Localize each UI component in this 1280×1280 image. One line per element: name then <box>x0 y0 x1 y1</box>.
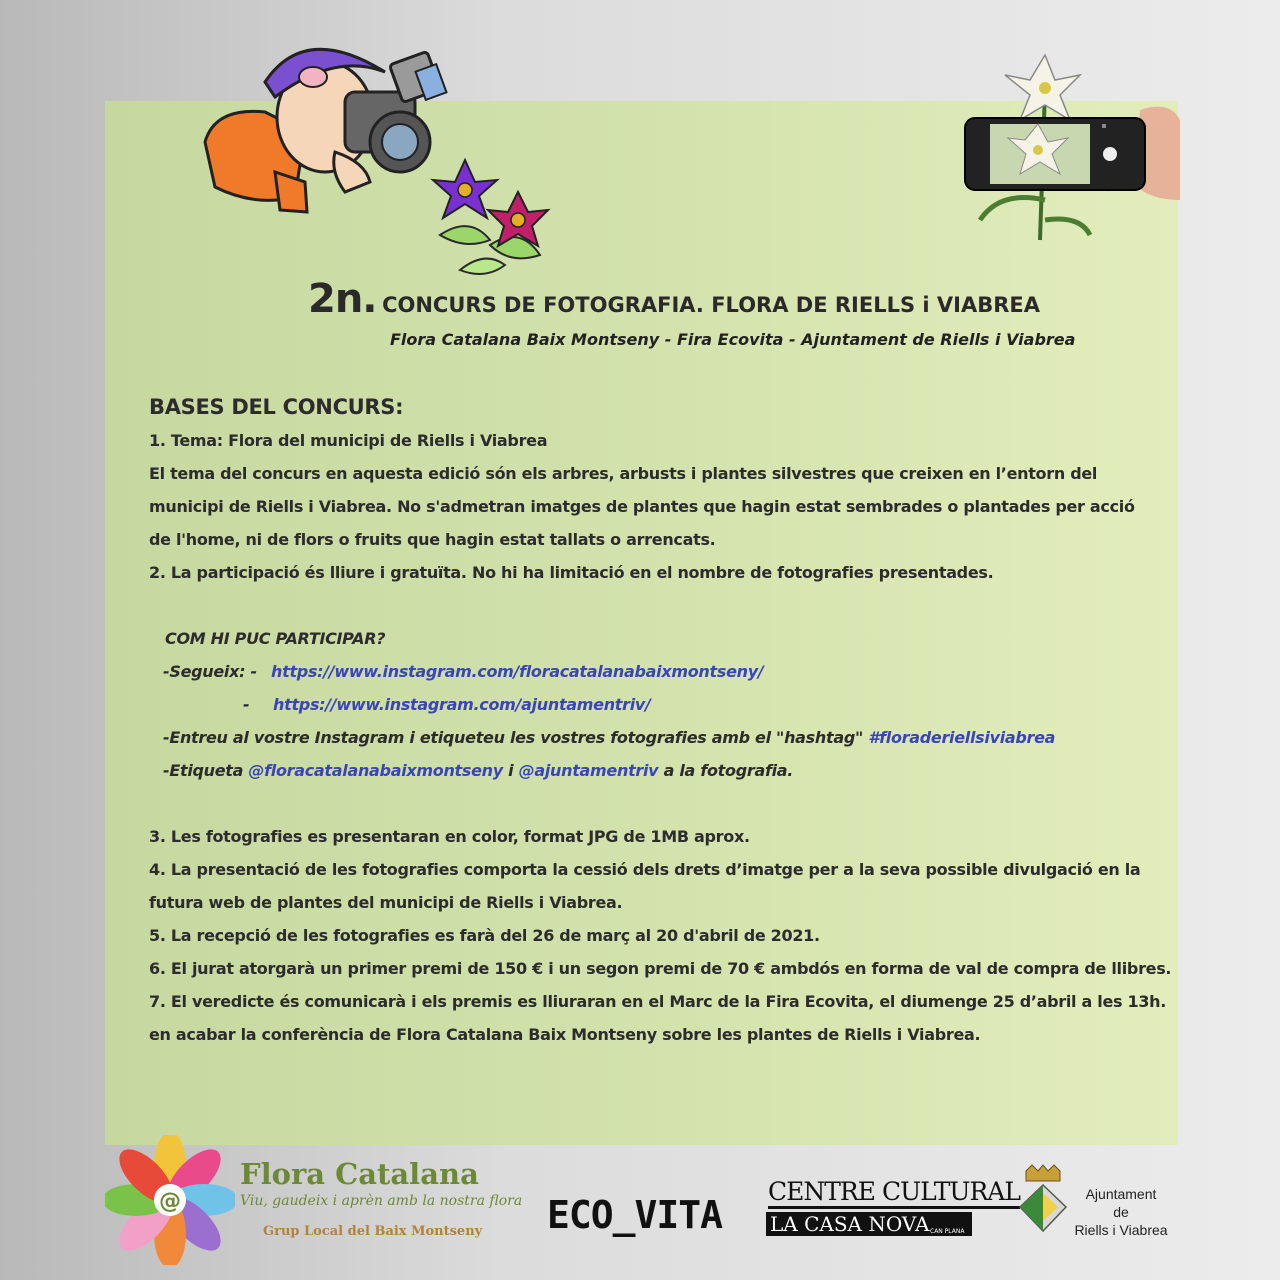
organizers-subtitle: Flora Catalana Baix Montseny - Fira Ecovita - Ajuntament de Riells i Viabrea <box>390 330 1076 349</box>
tag-and: i <box>502 761 519 780</box>
rule-1-detail-c: de l'home, ni de flors o fruits que hagin estat tallats o arrencats. <box>149 530 716 549</box>
hashtag-line <box>149 721 1169 754</box>
ajuntament-shield-icon <box>1018 1163 1068 1238</box>
follow-label: -Segueix: - <box>163 662 257 681</box>
tag-flora-link[interactable]: @floracatalanabaixmontseny <box>248 761 503 780</box>
rule-3: 3. Les fotografies es presentaran en color, format JPG de 1MB aprox. <box>149 827 750 846</box>
participate-heading: COM HI PUC PARTICIPAR? <box>165 629 386 648</box>
hashtag-link[interactable]: #floraderiellsiviabrea <box>868 728 1056 747</box>
tag-line <box>149 754 1169 787</box>
ajuntament-logo-text <box>1062 1185 1180 1239</box>
title-text: CONCURS DE FOTOGRAFIA. FLORA DE RIELLS i VIABREA <box>382 293 1040 317</box>
flora-catalana-name: Flora Catalana <box>240 1157 479 1191</box>
flora-catalana-group: Grup Local del Baix Montseny <box>263 1224 483 1239</box>
ajuntament-line-2: de <box>1113 1204 1129 1220</box>
bases-heading: BASES DEL CONCURS: <box>149 395 404 419</box>
ecovita-logo: ECO_VITA <box>547 1193 723 1237</box>
hashtag-text: -Entreu al vostre Instagram i etiqueteu les vostres fotografies amb el "hashtag" <box>163 728 869 747</box>
rule-1-detail-a: El tema del concurs en aquesta edició són els arbres, arbusts i plantes silvestres que creixen en l’entorn del <box>149 464 1098 483</box>
ajuntament-line-1: Ajuntament <box>1085 1186 1157 1202</box>
rule-4b: futura web de plantes del municipi de Riells i Viabrea. <box>149 893 623 912</box>
rule-2: 2. La participació és lliure i gratuïta. No hi ha limitació en el nombre de fotografies presentades. <box>149 563 994 582</box>
tag-end: a la fotografia. <box>658 761 794 780</box>
follow-line-1 <box>149 655 1169 688</box>
follow-line-2 <box>149 688 1169 721</box>
contest-title <box>308 276 1208 322</box>
rule-5: 5. La recepció de les fotografies es farà del 26 de març al 20 d'abril de 2021. <box>149 926 820 945</box>
instagram-link-flora[interactable]: https://www.instagram.com/floracatalanabaixmontseny/ <box>271 662 764 681</box>
centre-cultural-logo-top: CENTRE CULTURAL <box>768 1178 1020 1209</box>
photographer-illustration <box>195 22 455 222</box>
flowers-illustration <box>430 155 555 280</box>
centre-cultural-small: CAN PLANA <box>930 1228 965 1235</box>
follow-dash: - <box>243 695 250 714</box>
lily-phone-illustration <box>960 50 1180 245</box>
rule-7a: 7. El veredicte és comunicarà i els premis es lliuraran en el Marc de la Fira Ecovita, el diumenge 25 d’abril a les 13h. <box>149 992 1167 1011</box>
flora-catalana-flower-icon <box>105 1135 235 1265</box>
centre-cultural-logo-bottom: LA CASA NOVA <box>766 1212 972 1236</box>
rule-1-detail-b: municipi de Riells i Viabrea. No s'admetran imatges de plantes que hagin estat sembrades o plantades per acció <box>149 497 1135 516</box>
flora-catalana-motto: Viu, gaudeix i aprèn amb la nostra flora <box>240 1193 523 1209</box>
ajuntament-line-3: Riells i Viabrea <box>1074 1222 1168 1238</box>
title-number: 2n. <box>308 276 377 322</box>
contest-rules <box>149 390 1172 1051</box>
rule-7b: en acabar la conferència de Flora Catalana Baix Montseny sobre les plantes de Riells i Viabrea. <box>149 1025 981 1044</box>
tag-label: -Etiqueta <box>163 761 249 780</box>
flora-at-sign: @ <box>159 1189 181 1214</box>
rule-4a: 4. La presentació de les fotografies comporta la cessió dels drets d’imatge per a la seva possible divulgació en la <box>149 860 1141 879</box>
tag-ajuntament-link[interactable]: @ajuntamentriv <box>518 761 659 780</box>
rule-6: 6. El jurat atorgarà un primer premi de 150 € i un segon premi de 70 € ambdós en forma de val de compra de llibres. <box>149 959 1172 978</box>
instagram-link-ajuntament[interactable]: https://www.instagram.com/ajuntamentriv/ <box>273 695 651 714</box>
rule-1: 1. Tema: Flora del municipi de Riells i Viabrea <box>149 431 548 450</box>
